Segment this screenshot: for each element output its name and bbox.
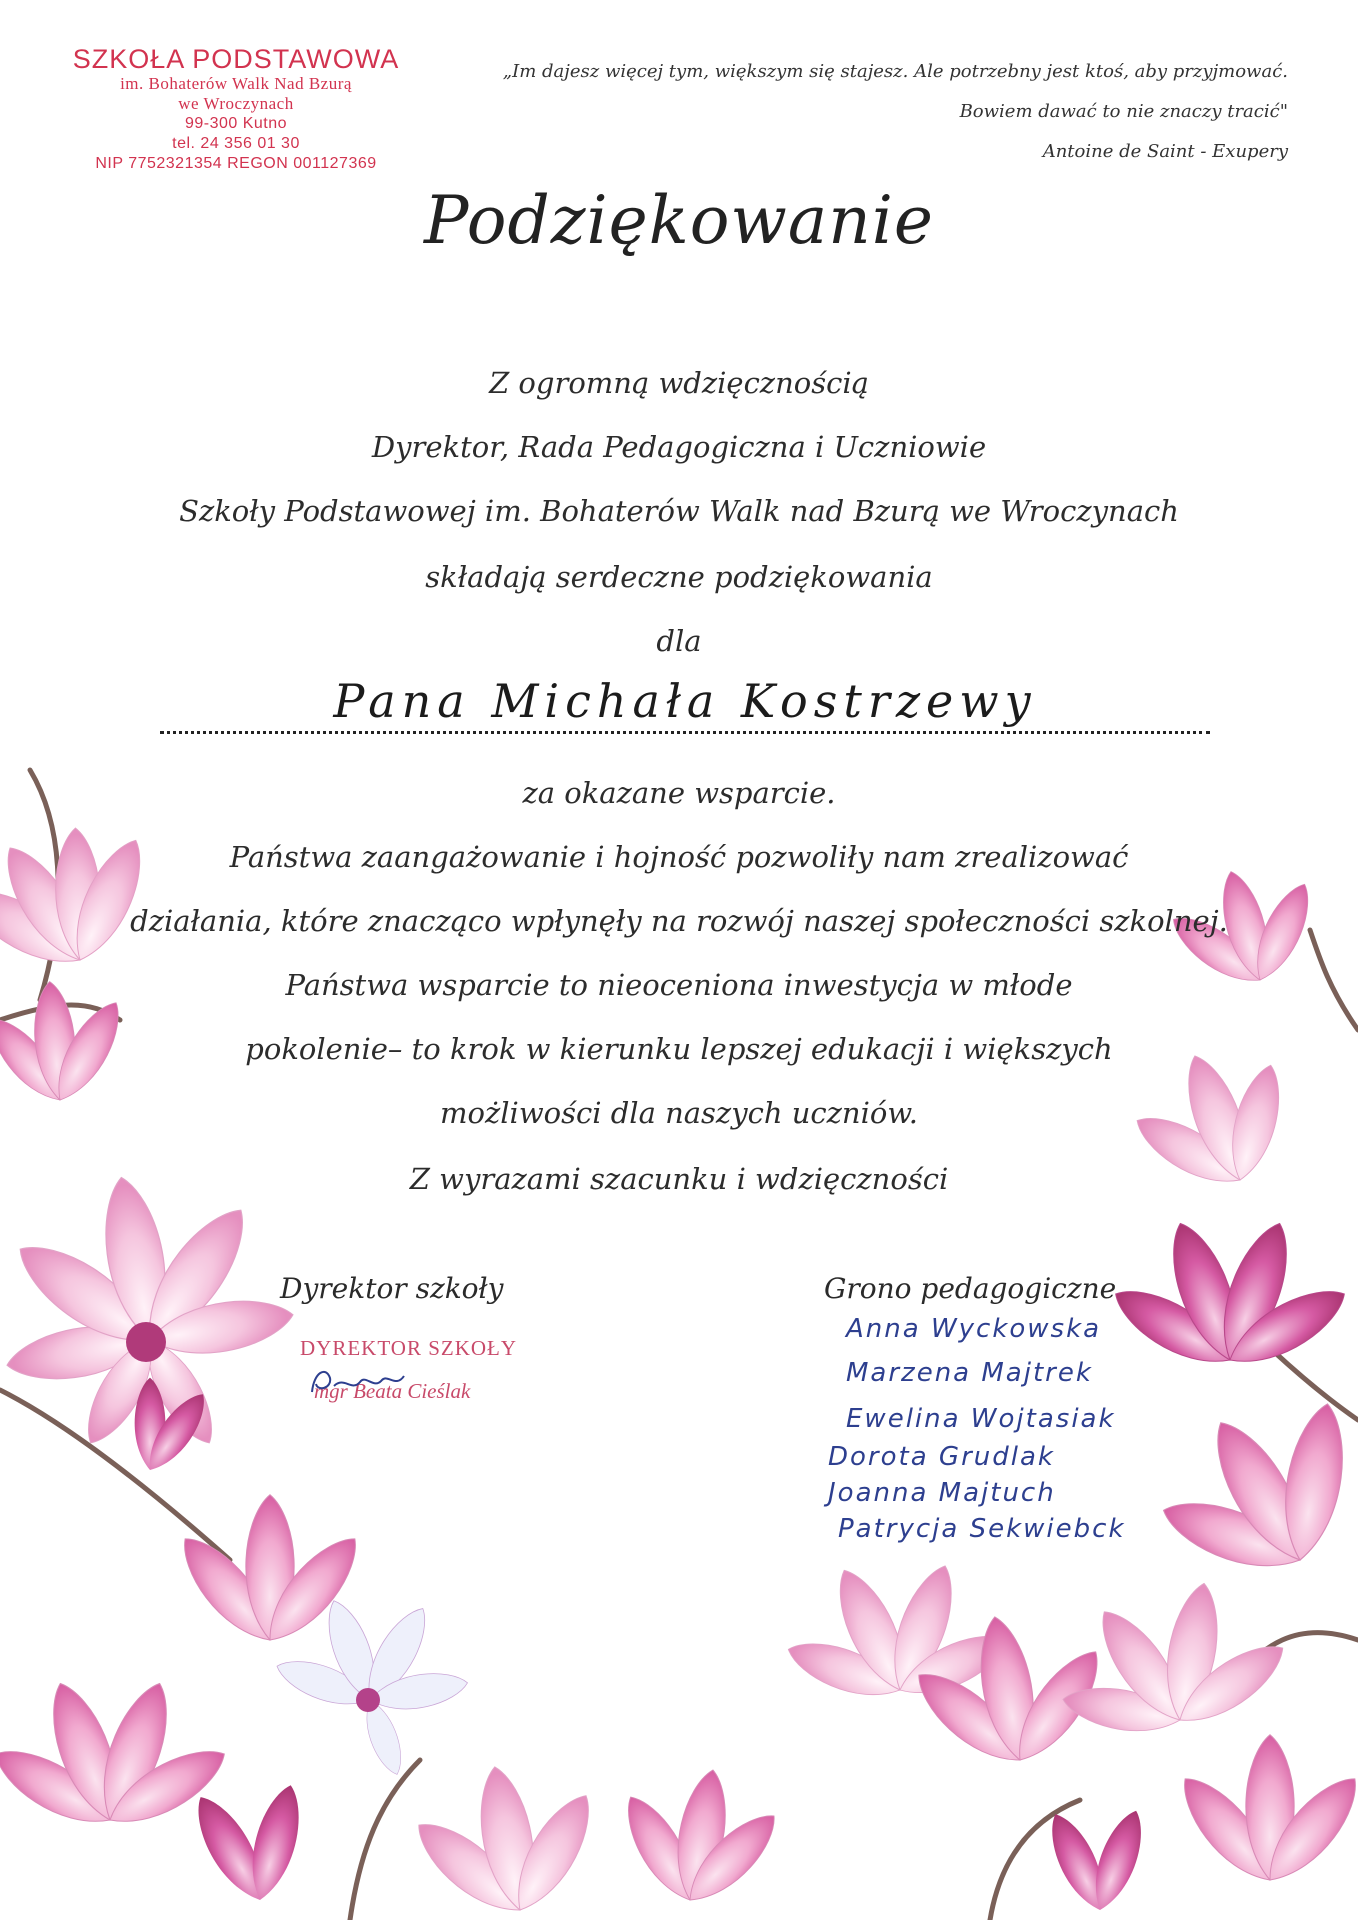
closing-line: Z wyrazami szacunku i wdzięczności	[409, 1162, 949, 1196]
director-signature-block	[280, 1272, 540, 1305]
teachers-signature-block	[822, 1272, 1152, 1305]
body-line-1: za okazane wsparcie.	[522, 776, 836, 810]
quote-line-1: „Im dajesz więcej tym, większym się stajesz. Ale potrzebny jest ktoś, aby przyjmować.	[502, 61, 1288, 82]
dotted-underline	[160, 731, 1210, 734]
body-line-6: możliwości dla naszych uczniów.	[440, 1096, 918, 1130]
teacher-signature: Joanna Majtuch	[828, 1478, 1056, 1508]
certificate-title: Podziękowanie	[424, 182, 934, 259]
intro-line-2: Dyrektor, Rada Pedagogiczna i Uczniowie	[371, 430, 987, 464]
school-stamp-name: SZKOŁA PODSTAWOWA	[72, 44, 400, 74]
director-stamp-name: mgr Beata Cieślak	[314, 1379, 471, 1403]
quote-line-2: Bowiem dawać to nie znaczy tracić"	[959, 101, 1288, 122]
body-line-2: Państwa zaangażowanie i hojność pozwoliły nam zrealizować	[229, 840, 1129, 874]
teacher-signature: Anna Wyckowska	[846, 1314, 1102, 1344]
intro-line-1: Z ogromną wdzięcznością	[489, 366, 869, 400]
teachers-heading: Grono pedagogiczne	[824, 1272, 1117, 1305]
school-stamp-phone: tel. 24 356 01 30	[172, 135, 300, 152]
teacher-signature: Ewelina Wojtasiak	[846, 1404, 1116, 1434]
director-stamp-title: DYREKTOR SZKOŁY	[300, 1336, 518, 1360]
school-stamp-postcode: 99-300 Kutno	[184, 115, 288, 132]
teacher-signature: Dorota Grudlak	[828, 1442, 1055, 1472]
teacher-signature: Marzena Majtrek	[846, 1358, 1093, 1388]
school-stamp-patron: im. Bohaterów Walk Nad Bzurą	[120, 74, 352, 93]
epigraph-quote	[468, 52, 1288, 172]
intro-line-3: Szkoły Podstawowej im. Bohaterów Walk nad Bzurą we Wroczynach	[179, 494, 1179, 528]
school-stamp	[60, 44, 412, 174]
intro-line-5: dla	[656, 624, 702, 658]
body-line-4: Państwa wsparcie to nieoceniona inwestycja w młode	[285, 968, 1073, 1002]
director-heading: Dyrektor szkoły	[280, 1272, 504, 1305]
body-line-5: pokolenie– to krok w kierunku lepszej edukacji i większych	[245, 1032, 1113, 1066]
body-line-3: działania, które znacząco wpłynęły na rozwój naszej społeczności szkolnej.	[130, 904, 1228, 938]
director-signature-scribble	[304, 1362, 414, 1402]
teacher-signature: Patrycja Sekwiebck	[838, 1514, 1126, 1544]
intro-line-4: składają serdeczne podziękowania	[425, 560, 933, 594]
recipient-name: Pana Michała Kostrzewy	[333, 674, 1037, 728]
recipient-line	[160, 676, 1210, 736]
school-stamp-locality: we Wroczynach	[178, 94, 294, 113]
quote-author: Antoine de Saint - Exupery	[1042, 141, 1288, 162]
school-stamp-nip-regon: NIP 7752321354 REGON 001127369	[95, 155, 377, 172]
